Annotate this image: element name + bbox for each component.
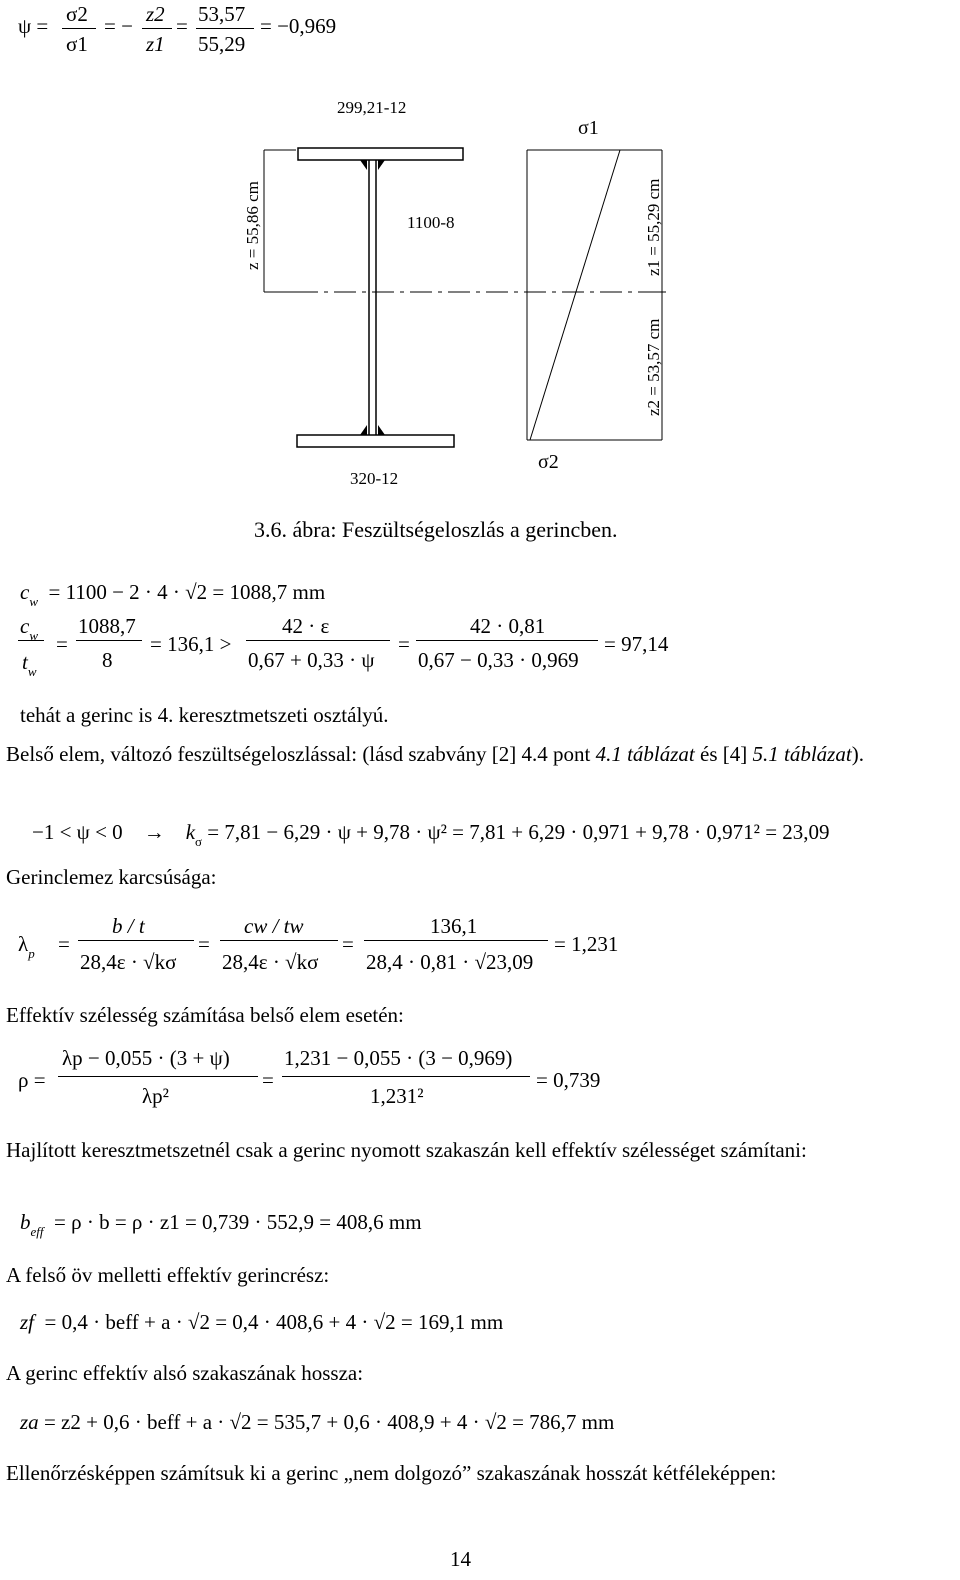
psi-num1: σ2 — [66, 2, 88, 26]
slender-frac2-den: 0,67 + 0,33 · ψ — [248, 648, 375, 672]
page-number: 14 — [450, 1547, 471, 1571]
psi-den3: 55,29 — [198, 32, 246, 56]
lambda-frac3-den: 28,4 · 0,81 · √23,09 — [366, 950, 534, 974]
zf-expression: = 0,4 · beff + a · √2 = 0,4 · 408,6 + 4 · √2 = 169,1 mm — [44, 1310, 504, 1334]
top-flange-label: 299,21-12 — [337, 98, 407, 117]
ksigma-expression: = 7,81 − 6,29 · ψ + 9,78 · ψ² = 7,81 + 6,29 · 0,971 + 9,78 · 0,971² = 23,09 — [207, 820, 830, 844]
za-expression: = z2 + 0,6 · beff + a · √2 = 535,7 + 0,6 · 408,9 + 4 · √2 = 786,7 mm — [43, 1410, 615, 1434]
lambda-result: = 1,231 — [554, 932, 619, 956]
fraction-bar — [196, 28, 254, 29]
psi-num2: z2 — [146, 2, 165, 26]
slender-frac1-den: 8 — [102, 648, 113, 672]
lambda-frac2-den: 28,4ε · √kσ — [222, 950, 319, 974]
rho-frac1-num: λp − 0,055 · (3 + ψ) — [62, 1046, 230, 1070]
beff-equation: $b_{eff} = \rho \cdot b = \rho \cdot z1 = 0,739 \cdot 552,9 = 408,6$ mm — [20, 1210, 422, 1239]
rho-frac2-num: 1,231 − 0,055 · (3 − 0,969) — [284, 1046, 513, 1070]
psi-eq2: = — [176, 14, 188, 38]
ksigma-equation: −1 < ψ < 0 → $k_\sigma = 7,81 - 6,29 \cdot \psi + 9,78 \cdot \psi^2 = 7,81 + 6,29 \cdot 0,971 + 9,78 \cdot 0,971^2 = 23,09$ — [32, 820, 830, 849]
weld-mark — [378, 160, 385, 170]
weld-mark — [360, 160, 367, 170]
fraction-bar — [142, 28, 172, 29]
lambda-frac3-num: 136,1 — [430, 914, 478, 938]
lambda-frac1-den: 28,4ε · √kσ — [80, 950, 177, 974]
slender-frac3-num: 42 · 0,81 — [470, 614, 546, 638]
slender-frac1-num: 1088,7 — [78, 614, 136, 638]
sigma1-label: σ1 — [578, 117, 599, 139]
psi-num3: 53,57 — [198, 2, 246, 26]
rho-frac1-den: λp² — [142, 1084, 169, 1108]
z-dimension-label: z = 55,86 cm — [243, 181, 262, 270]
sigma2-label: σ2 — [538, 451, 559, 473]
cw-equation: $c_w = 1100 - 2 \cdot 4 \cdot √2 = 1088,7$ mm — [20, 580, 326, 609]
psi-lhs: ψ = — [18, 14, 49, 38]
eff-width-heading: Effektív szélesség számítása belső elem esetén: — [6, 1003, 404, 1027]
web-label: 1100-8 — [407, 213, 455, 232]
psi-den1: σ1 — [66, 32, 88, 56]
inner-element-paragraph: Belső elem, változó feszültségeloszlással: (lásd szabvány [2] 4.4 pont 4.1 táblázat és [4] 5.1 táblázat). — [6, 742, 864, 766]
class4-text: tehát a gerinc is 4. keresztmetszeti osztályú. — [20, 703, 389, 727]
lambda-frac2-num: cw / tw — [244, 914, 304, 938]
beff-expression: = ρ · b = ρ · z1 = 0,739 · 552,9 = 408,6 mm — [54, 1210, 422, 1234]
psi-den2: z1 — [146, 32, 165, 56]
z1-dimension-label: z1 = 55,29 cm — [644, 178, 663, 276]
bottom-flange — [297, 435, 454, 447]
rho-result: = 0,739 — [536, 1068, 601, 1092]
weld-mark — [378, 425, 385, 435]
cross-section-drawing — [0, 80, 960, 500]
cross-section-figure — [0, 80, 960, 500]
bending-paragraph: Hajlított keresztmetszetnél csak a gerinc nyomott szakaszán kell effektív szélességet számítani: — [6, 1138, 807, 1162]
fraction-bar — [62, 28, 96, 29]
slender-frac2-num: 42 · ε — [282, 614, 330, 638]
bottom-flange-label: 320-12 — [350, 469, 399, 488]
za-equation: za = z2 + 0,6 · beff + a · √2 = 535,7 + 0,6 · 408,9 + 4 · √2 = 786,7 mm — [20, 1410, 615, 1434]
z2-dimension-label: z2 = 53,57 cm — [644, 318, 663, 416]
slender-frac3-den: 0,67 − 0,33 · 0,969 — [418, 648, 579, 672]
weld-mark — [360, 425, 367, 435]
check-paragraph: Ellenőrzésképpen számítsuk ki a gerinc „nem dolgozó” szakaszának hosszát kétféleképpen: — [6, 1461, 777, 1485]
psi-mid: = − — [104, 14, 133, 38]
top-flange — [298, 148, 463, 160]
psi-result: = −0,969 — [260, 14, 337, 38]
slender-result: = 97,14 — [604, 632, 669, 656]
figure-caption: 3.6. ábra: Feszültségeloszlás a gerincben. — [254, 517, 618, 542]
rho-frac2-den: 1,231² — [370, 1084, 424, 1108]
slender-mid: = 136,1 > — [150, 632, 232, 656]
stress-distribution-line — [530, 150, 620, 440]
lower-section-heading: A gerinc effektív alsó szakaszának hossza: — [6, 1361, 364, 1385]
lambda-frac1-num: b / t — [112, 914, 145, 938]
upper-flange-heading: A felső öv melletti effektív gerincrész: — [6, 1263, 330, 1287]
zf-equation: zf = 0,4 · beff + a · √2 = 0,4 · 408,6 + 4 · √2 = 169,1 mm — [20, 1310, 504, 1334]
slenderness-heading: Gerinclemez karcsúsága: — [6, 865, 217, 889]
cw-expression: = 1100 − 2 · 4 · √2 = 1088,7 mm — [48, 580, 326, 604]
